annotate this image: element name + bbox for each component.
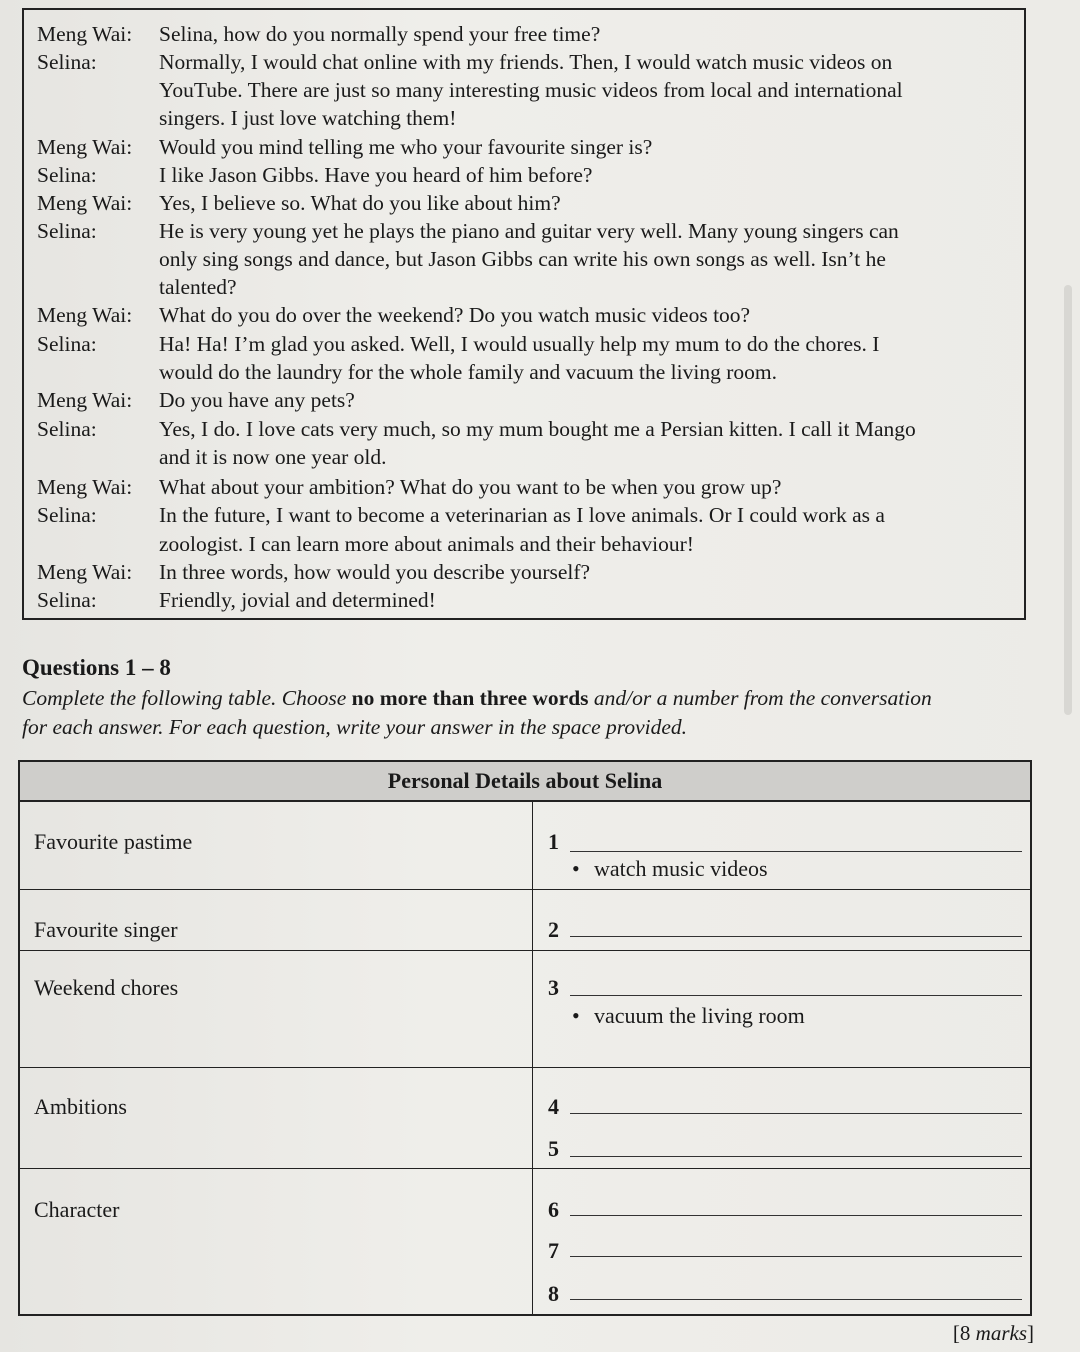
table-title: Personal Details about Selina (20, 762, 1030, 802)
answer-blank-4[interactable] (570, 1113, 1022, 1114)
speech-text: Would you mind telling me who your favourite singer is? (159, 135, 653, 159)
label-favourite-pastime: Favourite pastime (34, 829, 193, 854)
speech-text: In three words, how would you describe yourself? (159, 560, 591, 584)
instr-text-1: Complete the following table. Choose (22, 686, 352, 710)
answer-blank-8[interactable] (570, 1299, 1022, 1300)
marks-word: marks (975, 1321, 1027, 1345)
answer-blank-1[interactable] (570, 851, 1022, 852)
row-divider (20, 1067, 1030, 1068)
speaker-name: Selina: (37, 219, 97, 243)
answer-blank-7[interactable] (570, 1256, 1022, 1257)
question-number-7: 7 (548, 1238, 559, 1263)
answer-blank-5[interactable] (570, 1156, 1022, 1157)
speech-text: and it is now one year old. (159, 445, 387, 469)
question-number-1: 1 (548, 829, 559, 854)
question-number-8: 8 (548, 1281, 559, 1306)
page-edge-shadow (1064, 285, 1072, 715)
question-number-5: 5 (548, 1136, 559, 1161)
speech-text: would do the laundry for the whole family and vacuum the living room. (159, 360, 777, 384)
speaker-name: Selina: (37, 332, 97, 356)
speech-text: Do you have any pets? (159, 388, 355, 412)
speech-text: Selina, how do you normally spend your free time? (159, 22, 601, 46)
row-divider (20, 889, 1030, 890)
speaker-name: Selina: (37, 588, 97, 612)
speech-text: Normally, I would chat online with my friends. Then, I would watch music videos on (159, 50, 893, 74)
instructions-line-2: for each answer. For each question, write your answer in the space provided. (22, 715, 688, 739)
marks-close: ] (1027, 1321, 1034, 1345)
speech-text: What do you do over the weekend? Do you watch music videos too? (159, 303, 751, 327)
bullet-icon: • (572, 1003, 580, 1028)
speech-text: Friendly, jovial and determined! (159, 588, 436, 612)
speech-text: singers. I just love watching them! (159, 106, 457, 130)
speaker-name: Meng Wai: (37, 22, 133, 46)
speaker-name: Meng Wai: (37, 135, 133, 159)
given-answer-chores (572, 1003, 805, 1029)
speaker-name: Meng Wai: (37, 475, 133, 499)
label-character: Character (34, 1197, 120, 1222)
question-number-6: 6 (548, 1197, 559, 1222)
marks-total (953, 1321, 1034, 1346)
dialogue-box (22, 8, 1026, 620)
speech-text: zoologist. I can learn more about animals and their behaviour! (159, 532, 694, 556)
speech-text: Yes, I do. I love cats very much, so my mum bought me a Persian kitten. I call it Mango (159, 417, 916, 441)
speaker-name: Meng Wai: (37, 303, 133, 327)
label-favourite-singer: Favourite singer (34, 917, 178, 942)
row-divider (20, 950, 1030, 951)
speech-text: Yes, I believe so. What do you like about him? (159, 191, 561, 215)
speaker-name: Selina: (37, 50, 97, 74)
speech-text: Ha! Ha! I’m glad you asked. Well, I would usually help my mum to do the chores. I (159, 332, 880, 356)
speaker-name: Selina: (37, 417, 97, 441)
speech-text: talented? (159, 275, 237, 299)
speaker-name: Meng Wai: (37, 191, 133, 215)
question-number-2: 2 (548, 917, 559, 942)
given-answer-pastime (572, 856, 768, 882)
speech-text: He is very young yet he plays the piano and guitar very well. Many young singers can (159, 219, 899, 243)
question-number-4: 4 (548, 1094, 559, 1119)
speech-text: In the future, I want to become a veterinarian as I love animals. Or I could work as a (159, 503, 885, 527)
label-ambitions: Ambitions (34, 1094, 127, 1119)
label-weekend-chores: Weekend chores (34, 975, 179, 1000)
question-number-3: 3 (548, 975, 559, 1000)
instructions-line-1 (22, 684, 1062, 713)
speaker-name: Meng Wai: (37, 388, 133, 412)
questions-heading: Questions 1 – 8 (22, 655, 171, 680)
answer-blank-2[interactable] (570, 936, 1022, 937)
marks-open: [8 (952, 1321, 976, 1345)
speech-text: only sing songs and dance, but Jason Gibbs can write his own songs as well. Isn’t he (159, 247, 886, 271)
speech-text: What about your ambition? What do you want to be when you grow up? (159, 475, 782, 499)
speaker-name: Selina: (37, 163, 97, 187)
speaker-name: Meng Wai: (37, 560, 133, 584)
instr-text-2: and/or a number from the conversation (588, 686, 932, 710)
answer-blank-3[interactable] (570, 995, 1022, 996)
instr-bold-text: no more than three words (351, 686, 589, 710)
table-column-divider (532, 802, 533, 1314)
given-answer-text: watch music videos (594, 856, 768, 881)
bullet-icon: • (572, 856, 580, 881)
speaker-name: Selina: (37, 503, 97, 527)
speech-text: YouTube. There are just so many interesting music videos from local and international (159, 78, 903, 102)
instructions (22, 684, 1062, 742)
speech-text: I like Jason Gibbs. Have you heard of him before? (159, 163, 593, 187)
row-divider (20, 1168, 1030, 1169)
given-answer-text: vacuum the living room (594, 1003, 805, 1028)
answer-blank-6[interactable] (570, 1215, 1022, 1216)
personal-details-table (18, 760, 1032, 1316)
